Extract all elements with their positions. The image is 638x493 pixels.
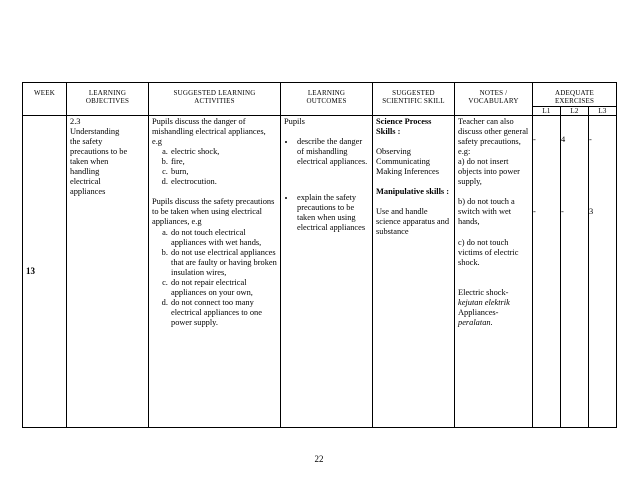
learning-outcomes-cell: Pupils • describe the danger of mishandling electrical appliances. • explain the safety precautions to be taken when using electrical appliances [281,115,373,427]
vocabulary-electric-shock: Electric shock-kejutan elektrik [458,287,510,307]
list-item: b. do not use electrical appliances that are faulty or having broken insulation wires, [170,248,277,278]
list-item: a. electric shock, [170,147,277,157]
header-l2: L2 [561,106,589,115]
exercise-l1-cell: - - [533,115,561,427]
header-week: WEEK [23,83,67,116]
header-scientific-skill: SUGGESTED SCIENTIFIC SKILL [373,83,455,116]
header-learning-outcomes: LEARNING OUTCOMES [281,83,373,116]
activities-intro-danger: Pupils discuss the danger of mishandling electrical appliances, e.g [152,116,266,146]
header-learning-objectives: LEARNING OBJECTIVES [67,83,149,116]
list-item: • describe the danger of mishandling electrical appliances. [296,137,369,167]
manipulative-skills-heading: Manipulative skills : [376,187,450,197]
week-13-row [23,115,617,427]
header-l3: L3 [589,106,617,115]
exercise-l3-cell: - 3 [589,115,617,427]
scientific-skill-cell: Science Process Skills : Observing Communicating Making Inferences Manipulative skills : Use and handle science apparatus and substance [373,115,455,427]
list-item: c. do not repair electrical appliances on your own, [170,278,277,298]
notes-vocabulary-cell: Teacher can also discuss other general safety precautions, e.g: a) do not insert objects into power supply, b) do not touch a switch with wet hands, c) do not touch victims of electric shock. Electric shock-kejutan elektrik Appliances- peralatan. [455,115,533,427]
outcomes-list [284,137,369,234]
list-item: d. electrocution. [170,177,277,187]
list-item: • explain the safety precautions to be taken when using electrical appliances [296,193,369,233]
week-number: 13 [23,115,67,427]
scheme-of-work-table [22,82,617,428]
learning-objectives-cell: 2.3 Understanding the safety precautions to be taken when handling electrical appliances [67,115,149,427]
header-l1: L1 [533,106,561,115]
header-row [23,83,617,107]
activities-intro-precautions: Pupils discuss the safety precautions to be taken when using electrical appliances, e.g [152,197,275,227]
process-skills-heading: Science Process Skills : [376,116,432,136]
page-number: 22 [314,454,324,464]
precautions-list [152,228,277,329]
list-item: d. do not connect too many electrical appliances to one power supply. [170,298,277,328]
exercise-l2-cell: 4 - [561,115,589,427]
header-suggested-activities: SUGGESTED LEARNING ACTIVITIES [149,83,281,116]
list-item: c. burn, [170,167,277,177]
danger-list [152,147,277,187]
header-adequate-exercises: ADEQUATE EXERCISES [533,83,617,107]
header-notes-vocabulary: NOTES / VOCABULARY [455,83,533,116]
list-item: b. fire, [170,157,277,167]
suggested-activities-cell [149,115,281,427]
list-item: a. do not touch electrical appliances with wet hands, [170,228,277,248]
